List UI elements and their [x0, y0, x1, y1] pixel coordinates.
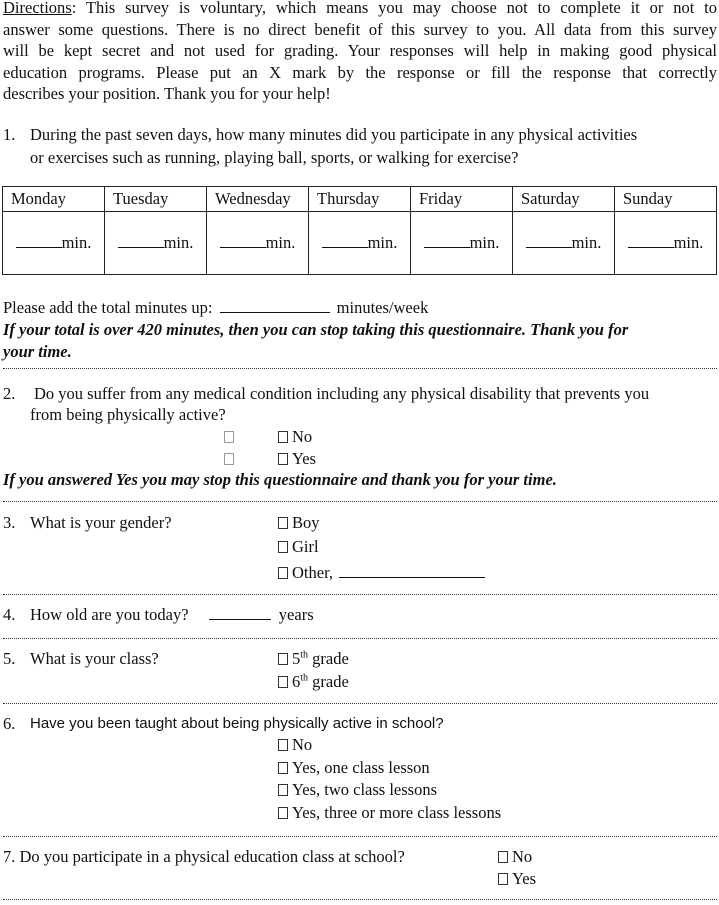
q5-option-5th-grade[interactable] — [278, 648, 349, 670]
directions-line: answer some questions. There is no direct benefit of this survey to you. All data from this survey — [3, 19, 717, 39]
minutes-unit: min. — [163, 233, 194, 253]
checkbox[interactable] — [278, 676, 288, 688]
minutes-unit: min. — [469, 233, 500, 253]
minutes-cell-saturday[interactable] — [513, 212, 615, 275]
option-label: No — [292, 735, 313, 754]
minutes-blank[interactable] — [424, 233, 470, 248]
q6-text: Have you been taught about being physically active in school? — [30, 715, 444, 732]
option-label: grade — [308, 672, 349, 691]
minutes-blank[interactable] — [322, 233, 368, 248]
directions-paragraph — [3, 0, 717, 105]
minutes-cell-friday[interactable] — [411, 212, 513, 275]
q6-option-three-or-more[interactable] — [278, 802, 501, 824]
option-num: 6 — [292, 672, 301, 691]
checkbox[interactable] — [278, 541, 288, 553]
q4-unit: years — [278, 605, 314, 624]
option-label: Yes — [292, 449, 317, 468]
option-sup: th — [300, 672, 309, 684]
q2-option-yes[interactable] — [278, 448, 316, 470]
q6-option-no[interactable] — [278, 734, 312, 756]
minutes-cell-thursday[interactable] — [309, 212, 411, 275]
directions-line: will be kept secret and not used for grading. Your responses will help in making good physical — [3, 41, 717, 60]
q7-option-no[interactable] — [498, 846, 532, 868]
minutes-blank[interactable] — [526, 233, 572, 248]
minutes-cell-wednesday[interactable] — [207, 212, 309, 275]
q3-text: What is your gender? — [30, 513, 172, 532]
q3-option-girl[interactable] — [278, 536, 319, 558]
checkbox[interactable] — [224, 453, 234, 465]
option-label: No — [292, 427, 313, 446]
minutes-blank[interactable] — [628, 233, 674, 248]
q1-stop-note-line1: If your total is over 420 minutes, then you can stop taking this questionnaire. Thank you for — [3, 320, 629, 339]
minutes-unit: min. — [367, 233, 398, 253]
day-header-monday: Monday — [3, 187, 105, 212]
dotted-divider — [3, 368, 717, 369]
q4-number: 4. — [3, 605, 16, 624]
directions-line: education programs. Please put an X mark by the response or fill the response that correctly — [3, 62, 717, 82]
minutes-cell-tuesday[interactable] — [105, 212, 207, 275]
q3-option-other[interactable] — [278, 562, 485, 584]
q5-number: 5. — [3, 649, 16, 668]
option-label: Other, — [292, 563, 334, 582]
dotted-divider — [3, 703, 717, 704]
total-minutes-unit: minutes/week — [336, 298, 429, 317]
minutes-cell-sunday[interactable] — [615, 212, 717, 275]
q3-number: 3. — [3, 513, 16, 532]
minutes-unit: min. — [265, 233, 296, 253]
checkbox[interactable] — [224, 431, 234, 443]
dotted-divider — [3, 899, 717, 900]
q5-option-6th-grade[interactable] — [278, 671, 349, 693]
directions-label: Directions — [3, 0, 72, 17]
option-label: Girl — [292, 537, 319, 556]
checkbox[interactable] — [278, 807, 288, 819]
option-label: No — [512, 847, 533, 866]
weekly-minutes-table — [2, 186, 717, 275]
checkbox[interactable] — [278, 762, 288, 774]
dotted-divider — [3, 594, 717, 595]
q7-number: 7. — [3, 847, 16, 866]
q4-text: How old are you today? — [30, 605, 189, 624]
dotted-divider — [3, 638, 717, 639]
minutes-blank[interactable] — [118, 233, 164, 248]
day-header-thursday: Thursday — [309, 187, 411, 212]
total-minutes-label: Please add the total minutes up: — [3, 298, 213, 317]
option-label: Boy — [292, 513, 320, 532]
checkbox[interactable] — [498, 873, 508, 885]
minutes-blank[interactable] — [220, 233, 266, 248]
q1-number: 1. — [3, 125, 16, 144]
directions-line: describes your position. Thank you for your help! — [3, 84, 331, 103]
q3-option-boy[interactable] — [278, 512, 320, 534]
checkbox[interactable] — [278, 653, 288, 665]
age-blank[interactable] — [209, 605, 271, 620]
option-label: Yes, three or more class lessons — [292, 803, 502, 822]
q2-number: 2. — [3, 384, 16, 403]
day-header-wednesday: Wednesday — [207, 187, 309, 212]
option-label: Yes — [512, 869, 537, 888]
checkbox[interactable] — [278, 517, 288, 529]
q7-text: Do you participate in a physical education class at school? — [19, 847, 405, 866]
q1-stop-note-line2: your time. — [3, 342, 72, 361]
total-minutes-row — [3, 297, 428, 319]
option-label: grade — [308, 649, 349, 668]
dotted-divider — [3, 501, 717, 502]
checkbox[interactable] — [278, 453, 288, 465]
minutes-cell-monday[interactable] — [3, 212, 105, 275]
minutes-unit: min. — [673, 233, 704, 253]
checkbox[interactable] — [278, 567, 288, 579]
q6-number: 6. — [3, 714, 16, 733]
minutes-unit: min. — [61, 233, 92, 253]
option-num: 5 — [292, 649, 301, 668]
day-header-sunday: Sunday — [615, 187, 717, 212]
q4-row — [30, 604, 314, 626]
q6-option-one-lesson[interactable] — [278, 757, 430, 779]
minutes-blank[interactable] — [16, 233, 62, 248]
q7-option-yes[interactable] — [498, 868, 536, 890]
dotted-divider — [3, 836, 717, 837]
day-header-friday: Friday — [411, 187, 513, 212]
q1-text-line1: During the past seven days, how many minutes did you participate in any physical activities — [30, 125, 638, 144]
day-header-tuesday: Tuesday — [105, 187, 207, 212]
q5-text: What is your class? — [30, 649, 159, 668]
q2-option-no[interactable] — [278, 426, 312, 448]
checkbox[interactable] — [278, 431, 288, 443]
q2-stop-note: If you answered Yes you may stop this questionnaire and thank you for your time. — [3, 470, 557, 489]
checkbox[interactable] — [278, 784, 288, 796]
q6-option-two-lessons[interactable] — [278, 779, 437, 801]
q2-text-line1: Do you suffer from any medical condition including any physical disability that prevents you — [34, 384, 650, 403]
q7-row — [3, 846, 405, 868]
option-label: Yes, two class lessons — [292, 780, 438, 799]
q1-text-line2: or exercises such as running, playing ball, sports, or walking for exercise? — [30, 148, 519, 167]
minutes-unit: min. — [571, 233, 602, 253]
checkbox[interactable] — [498, 851, 508, 863]
option-sup: th — [300, 649, 309, 661]
day-header-saturday: Saturday — [513, 187, 615, 212]
q2-text-line2: from being physically active? — [30, 405, 226, 424]
total-minutes-blank[interactable] — [220, 298, 330, 313]
option-label: Yes, one class lesson — [292, 758, 430, 777]
checkbox[interactable] — [278, 739, 288, 751]
directions-line: : This survey is voluntary, which means you may choose not to complete it or not to — [71, 0, 717, 17]
other-gender-blank[interactable] — [339, 563, 485, 578]
